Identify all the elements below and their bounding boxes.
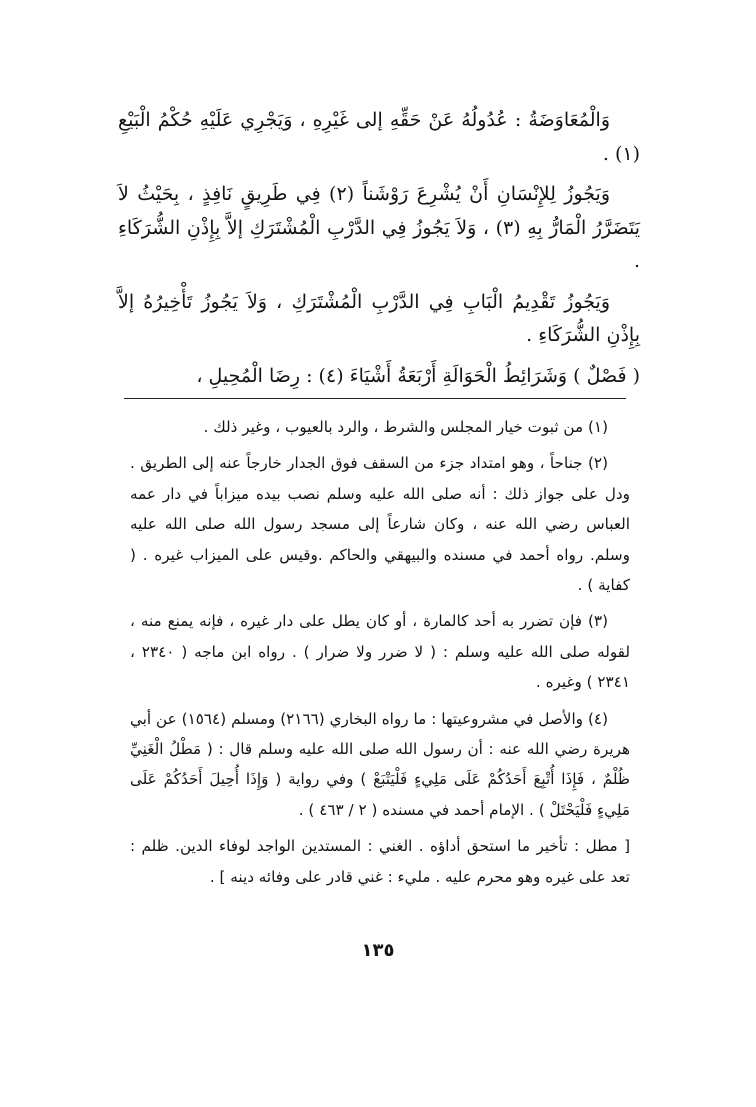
main-paragraph: وَيَجُوزُ لِلإِنْسَانِ أَنْ يُشْرِعَ رَوْشَناً (٢) فِي طَرِيقٍ نَافِذٍ ، بِحَيْثُ لاَ يَتَضَرَّرُ الْمَارُّ بِهِ (٣) ، وَلاَ يَجُوزُ فِي الدَّرْبِ الْمُشْتَرَكِ إلاَّ بِإِذْنِ الشُّرَكَاءِ . (118, 183, 641, 272)
section-heading-paragraph: ( فَصْلٌ ) وَشَرَائِطُ الْحَوَالَةِ أَرْبَعَةُ أَشْيَاءَ (٤) : رِضَا الْمُحِيلِ ، (196, 364, 640, 387)
footnote: (٢) جناحاً ، وهو امتداد جزء من السقف فوق الجدار خارجاً عنه إلى الطريق . ودل على جواز ذلك : أنه صلى الله عليه وسلم نصب بيده ميزاباً في دار عمه العباس رضي الله عنه ، وكان شارعاً إلى مسجد رسول الله صلى الله عليه وسلم. رواه أحمد في مسنده والبيهقي والحاكم .وقيس على الميزاب غيره . ( كفاية ) . (130, 454, 630, 595)
footnote: (١) من ثبوت خيار المجلس والشرط ، والرد بالعيوب ، وغير ذلك . (203, 418, 608, 436)
main-text (118, 104, 640, 400)
main-paragraph: وَالْمُعَاوَضَةُ : عُدُولُهُ عَنْ حَقِّهِ إلى غَيْرِهِ ، وَيَجْرِي عَلَيْهِ حُكْمُ الْبَيْعِ (١) . (118, 109, 640, 165)
footnote: (٤) والأصل في مشروعيتها : ما رواه البخاري (٢١٦٦) ومسلم (١٥٦٤) عن أبي هريرة رضي الله عنه : أن رسول الله صلى الله عليه وسلم قال : ( مَطْلُ الْغَنِيِّ ظُلْمٌ ، فَإِذَا أُتْبِعَ أَحَدُكُمْ عَلَى مَلِيءٍ فَلْيَتْبَعْ ) وفي رواية ( وَإِذَا أُحِيلَ أَحَدُكُمْ عَلَى مَلِيءٍ فَلْيَحْتَلْ ) . الإمام أحمد في مسنده ( ٢ / ٤٦٣ ) . (130, 709, 630, 819)
footnotes (130, 412, 630, 898)
footnote-separator (124, 398, 626, 399)
footnote: (٣) فإن تضرر به أحد كالمارة ، أو كان يطل على دار غيره ، فإنه يمنع منه ، لقوله صلى الله عليه وسلم : ( لا ضرر ولا ضرار ) . رواه ابن ماجه ( ٢٣٤٠ ، ٢٣٤١ ) وغيره . (130, 612, 630, 692)
main-paragraph: وَيَجُوزُ تَقْدِيمُ الْبَابِ فِي الدَّرْبِ الْمُشْتَرَكِ ، وَلاَ يَجُوزُ تَأْخِيرُهُ إلاَّ بِإِذْنِ الشُّرَكَاءِ . (118, 290, 640, 346)
page-number: ١٣٥ (361, 940, 395, 961)
footnote-glossary: [ مطل : تأخير ما استحق أداؤه . الغني : المستدين الواجد لوفاء الدين. ظلم : تعد على غيره وهو محرم عليه . مليء : غني قادر على وفائه دينه ] . (130, 837, 630, 886)
